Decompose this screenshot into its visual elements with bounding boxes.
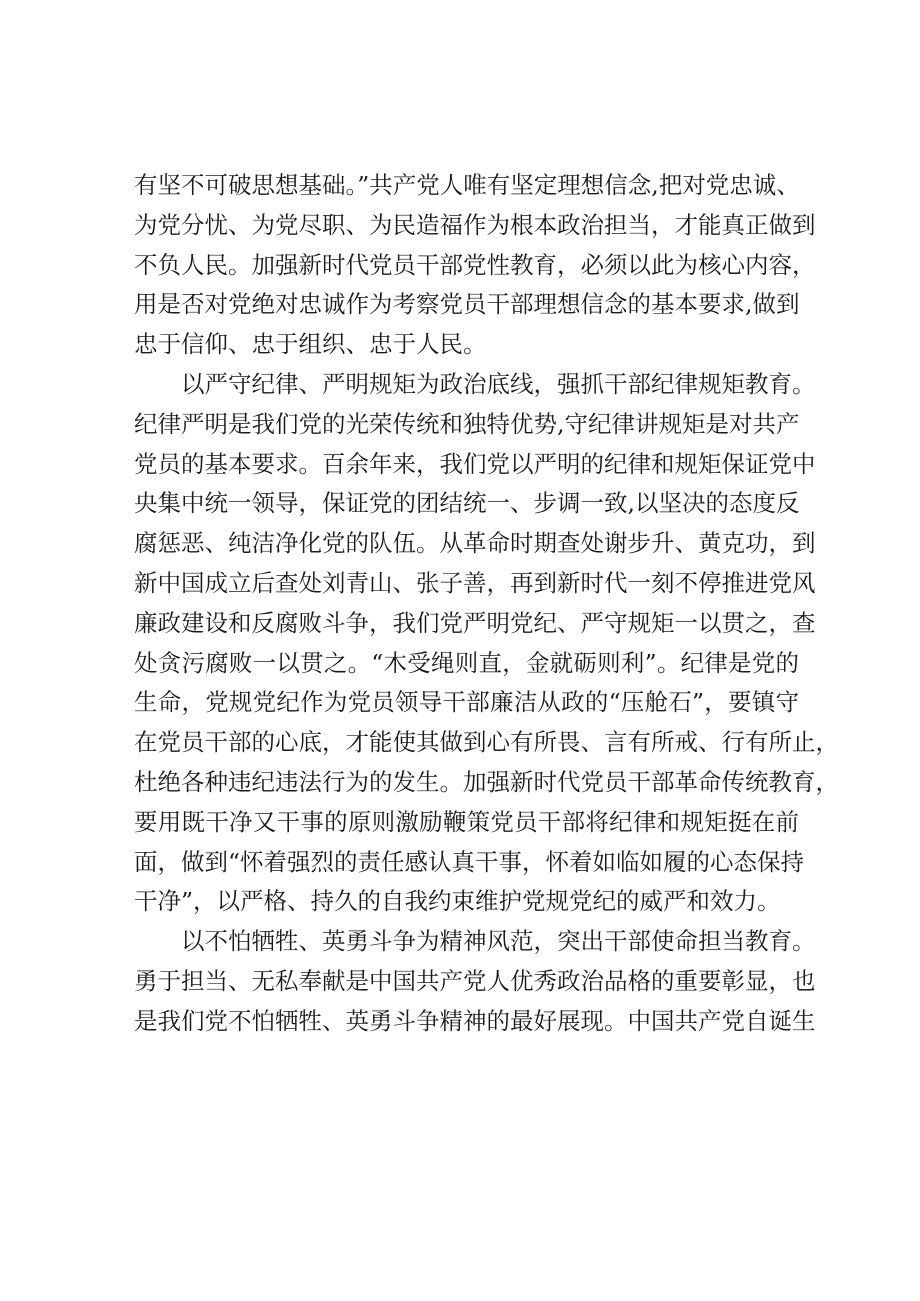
text-line: 勇于担当、无私奉献是中国共产党人优秀政治品格的重要彰显，也 [134, 966, 816, 995]
text-line: 生命，党规党纪作为党员领导干部廉洁从政的“压舱石”，要镇守 [134, 688, 799, 717]
text-line: 在党员干部的心底，才能使其做到心有所畏、言有所戒、行有所止， [134, 728, 839, 757]
text-line: 是我们党不怕牺牲、英勇斗争精神的最好展现。中国共产党自诞生 [134, 1006, 816, 1035]
text-line: 处贪污腐败一以贯之。“木受绳则直，金就砺则利”。纪律是党的 [134, 648, 799, 677]
text-line: 不负人民。加强新时代党员干部党性教育，必须以此为核心内容， [134, 250, 816, 279]
text-line: 以不怕牺牲、英勇斗争为精神风范，突出干部使命担当教育。 [181, 927, 816, 956]
text-line: 有坚不可破思想基础。”共产党人唯有坚定理想信念,把对党忠诚、 [134, 171, 800, 199]
paragraph-3 [134, 922, 816, 1041]
text-line: 干净”，以严格、持久的自我约束维护党规党纪的威严和效力。 [134, 887, 781, 916]
text-line: 央集中统一领导，保证党的团结统一、步调一致,以坚决的态度反 [134, 489, 800, 518]
text-line: 新中国成立后查处刘青山、张子善，再到新时代一刻不停推进党风 [134, 568, 816, 597]
text-line: 用是否对党绝对忠诚作为考察党员干部理想信念的基本要求,做到 [134, 290, 800, 319]
text-line: 以严守纪律、严明规矩为政治底线，强抓干部纪律规矩教育。 [181, 369, 816, 398]
text-line: 纪律严明是我们党的光荣传统和独特优势,守纪律讲规矩是对共产 [134, 409, 800, 438]
text-line: 杜绝各种违纪违法行为的发生。加强新时代党员干部革命传统教育， [134, 767, 839, 796]
document-body [134, 166, 839, 1042]
text-line: 党员的基本要求。百余年来，我们党以严明的纪律和规矩保证党中 [134, 449, 816, 478]
text-line: 面，做到“怀着强烈的责任感认真干事，怀着如临如履的心态保持 [134, 847, 805, 876]
paragraph-2 [134, 365, 839, 922]
text-line: 为党分忧、为党尽职、为民造福作为根本政治担当，才能真正做到 [134, 210, 816, 239]
text-line: 廉政建设和反腐败斗争，我们党严明党纪、严守规矩一以贯之，查 [134, 608, 816, 637]
paragraph-1 [134, 166, 816, 365]
text-line: 腐惩恶、纯洁净化党的队伍。从革命时期查处谢步升、黄克功，到 [134, 529, 816, 558]
text-line: 要用既干净又干事的原则激励鞭策党员干部将纪律和规矩挺在前 [134, 807, 799, 836]
text-line: 忠于信仰、忠于组织、忠于人民。 [134, 330, 487, 359]
